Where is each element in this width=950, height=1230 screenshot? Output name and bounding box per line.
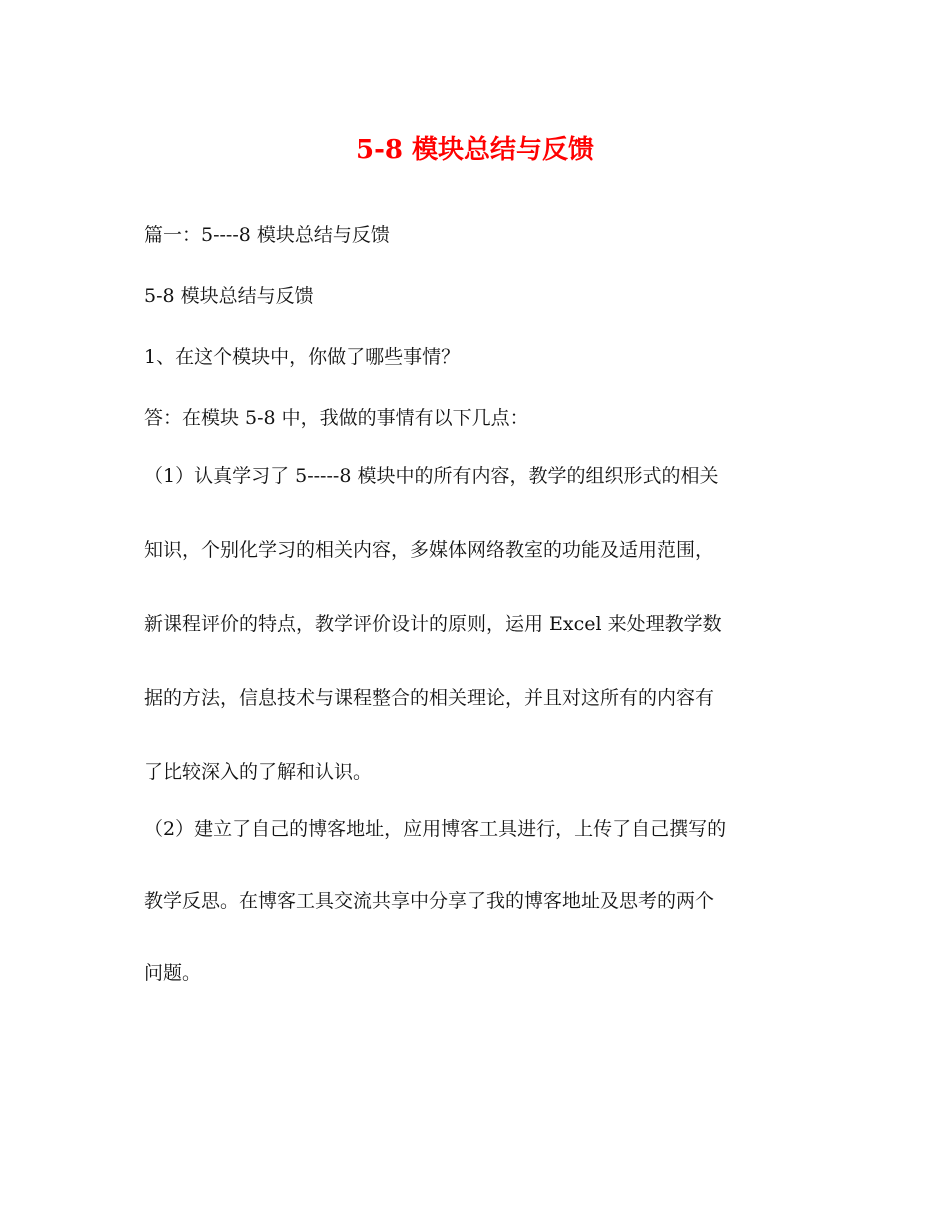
question-text: 1、在这个模块中，你做了哪些事情？ — [144, 346, 461, 368]
answer-intro: 答：在模块 5-8 中，我做的事情有以下几点： — [144, 407, 529, 429]
point-1-paragraph — [144, 439, 812, 809]
paragraph-line: 教学反思。在博客工具交流共享中分享了我的博客地址及思考的两个 — [144, 890, 715, 912]
paragraph-line: 问题。 — [144, 962, 202, 984]
subtitle: 5-8 模块总结与反馈 — [144, 285, 314, 307]
paragraph-line: 新课程评价的特点，教学评价设计的原则，运用 Excel 来处理教学数 — [144, 613, 722, 635]
paragraph-line: （2）建立了自己的博客地址，应用博客工具进行，上传了自己撰写的 — [144, 818, 727, 840]
point-2-paragraph — [144, 793, 812, 1009]
document-title: 5-8 模块总结与反馈 — [355, 135, 595, 165]
paragraph-line: 知识，个别化学习的相关内容，多媒体网络教室的功能及适用范围， — [144, 539, 715, 561]
paragraph-line: 了比较深入的了解和认识。 — [144, 761, 373, 783]
source-line: 篇一：5----8 模块总结与反馈 — [144, 224, 390, 246]
paragraph-line: 据的方法，信息技术与课程整合的相关理论，并且对这所有的内容有 — [144, 687, 715, 709]
paragraph-line: （1）认真学习了 5-----8 模块中的所有内容，教学的组织形式的相关 — [144, 465, 719, 487]
